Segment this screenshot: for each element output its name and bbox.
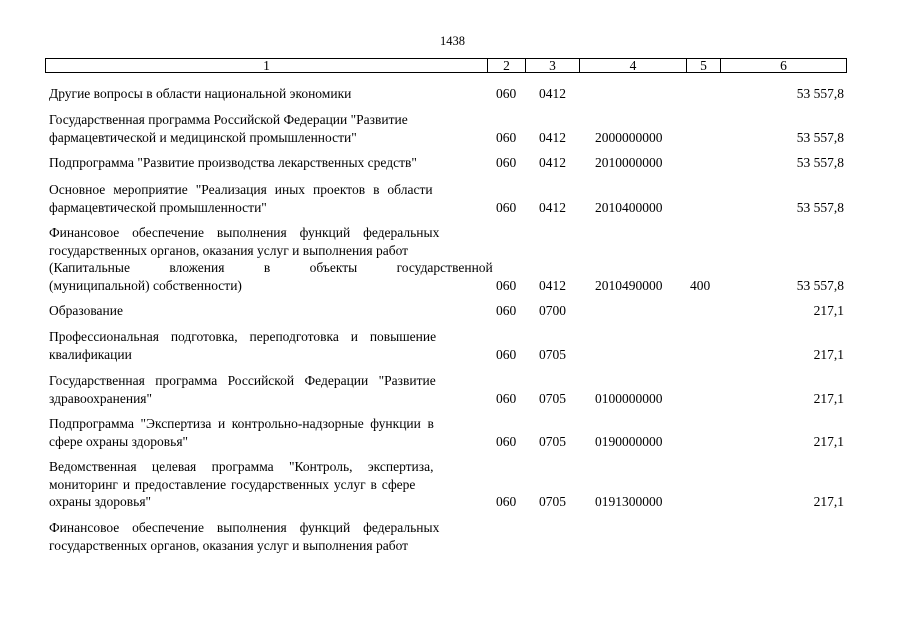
cell-col5: 400 bbox=[690, 277, 711, 293]
row-description bbox=[49, 224, 493, 294]
cell-col6: 53 557,8 bbox=[796, 199, 844, 215]
cell-col3: 0705 bbox=[539, 494, 566, 509]
description-line: фармацевтической и медицинской промышленности" bbox=[49, 129, 357, 145]
cell-col3: 0412 bbox=[539, 155, 566, 170]
page-number: 1438 bbox=[440, 34, 465, 48]
cell-col6: 53 557,8 bbox=[796, 129, 844, 145]
description-line: охраны здоровья" bbox=[49, 494, 152, 509]
cell-col2: 060 bbox=[496, 390, 517, 406]
description-line bbox=[49, 111, 486, 129]
cell-col3: 0705 bbox=[539, 433, 566, 449]
cell-col2: 060 bbox=[496, 155, 517, 170]
cell-col3: 0412 bbox=[539, 277, 566, 293]
cell-col3: 0412 bbox=[539, 199, 566, 215]
description-line: Другие вопросы в области национальной экономики bbox=[49, 86, 352, 101]
cell-col6: 53 557,8 bbox=[796, 277, 844, 293]
cell-col3: 0705 bbox=[539, 390, 566, 406]
cell-col6: 217,1 bbox=[813, 346, 844, 362]
column-header-4: 4 bbox=[580, 59, 687, 73]
cell-col3: 0705 bbox=[539, 346, 566, 362]
row-description bbox=[49, 85, 486, 103]
row-description bbox=[49, 328, 486, 363]
column-header-3: 3 bbox=[526, 59, 580, 73]
cell-col6: 217,1 bbox=[813, 390, 844, 406]
cell-col2: 060 bbox=[496, 433, 517, 449]
description-line: здравоохранения" bbox=[49, 390, 153, 406]
row-description bbox=[49, 458, 486, 511]
cell-col3: 0700 bbox=[539, 303, 566, 318]
description-line: Государственная программа Российской Федерации "Развитие bbox=[49, 373, 436, 388]
cell-col4: 2010400000 bbox=[595, 199, 663, 215]
description-line: (Капитальные вложения в объекты государственной bbox=[49, 260, 493, 275]
cell-col2: 060 bbox=[496, 303, 517, 318]
cell-col4: 2010000000 bbox=[595, 155, 663, 170]
cell-col3: 0412 bbox=[539, 129, 566, 145]
cell-col6: 217,1 bbox=[813, 494, 844, 509]
row-description bbox=[49, 181, 486, 216]
description-line: Профессиональная подготовка, переподготовка и повышение bbox=[49, 329, 437, 344]
description-line: квалификации bbox=[49, 346, 132, 362]
cell-col2: 060 bbox=[496, 494, 517, 509]
cell-col4: 0100000000 bbox=[595, 390, 663, 406]
description-line: Образование bbox=[49, 303, 123, 318]
description-line: Финансовое обеспечение выполнения функций федеральных bbox=[49, 225, 440, 240]
cell-col4: 0190000000 bbox=[595, 433, 663, 449]
column-header-6: 6 bbox=[721, 59, 847, 73]
description-line: Финансовое обеспечение выполнения функций федеральных bbox=[49, 520, 440, 535]
column-header-2: 2 bbox=[488, 59, 526, 73]
row-description bbox=[49, 111, 486, 146]
description-line: Подпрограмма "Развитие производства лекарственных средств" bbox=[49, 155, 417, 170]
cell-col6: 217,1 bbox=[813, 433, 844, 449]
row-description bbox=[49, 519, 486, 554]
cell-col2: 060 bbox=[496, 129, 517, 145]
row-description bbox=[49, 302, 486, 320]
description-line: государственных органов, оказания услуг и выполнения работ bbox=[49, 242, 409, 258]
description-line: фармацевтической промышленности" bbox=[49, 199, 267, 215]
description-line: сфере охраны здоровья" bbox=[49, 433, 189, 449]
cell-col2: 060 bbox=[496, 346, 517, 362]
cell-col2: 060 bbox=[496, 86, 517, 101]
cell-col6: 53 557,8 bbox=[796, 86, 844, 101]
cell-col6: 217,1 bbox=[813, 303, 844, 318]
description-line: (муниципальной) собственности) bbox=[49, 277, 242, 293]
description-line: государственных органов, оказания услуг и выполнения работ bbox=[49, 537, 409, 553]
column-header-1: 1 bbox=[46, 59, 488, 73]
description-line: Ведомственная целевая программа "Контроль, экспертиза, bbox=[49, 459, 434, 474]
description-text: Государственная программа Российской Федерации "Развитие bbox=[49, 112, 408, 127]
cell-col6: 53 557,8 bbox=[796, 155, 844, 170]
description-line: мониторинг и предоставление государственных услуг в сфере bbox=[49, 476, 416, 492]
cell-col4: 0191300000 bbox=[595, 494, 663, 509]
column-header-5: 5 bbox=[687, 59, 721, 73]
description-line: Подпрограмма "Экспертиза и контрольно-надзорные функции в bbox=[49, 416, 434, 431]
row-description bbox=[49, 154, 486, 172]
description-line: Основное мероприятие "Реализация иных проектов в области bbox=[49, 182, 433, 197]
row-description bbox=[49, 415, 486, 450]
cell-col3: 0412 bbox=[539, 86, 566, 101]
cell-col4: 2000000000 bbox=[595, 129, 663, 145]
cell-col4: 2010490000 bbox=[595, 277, 663, 293]
cell-col2: 060 bbox=[496, 277, 517, 293]
row-description bbox=[49, 372, 486, 407]
cell-col2: 060 bbox=[496, 199, 517, 215]
